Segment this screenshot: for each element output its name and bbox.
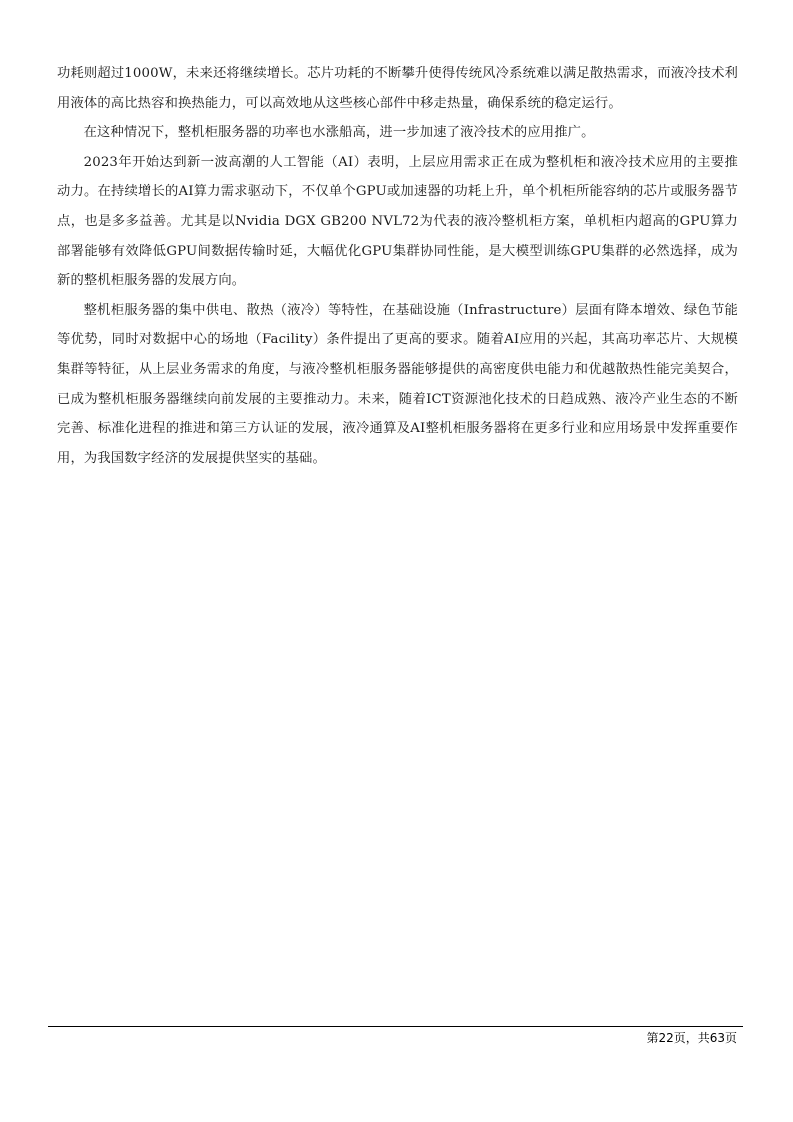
paragraph: 在这种情况下，整机柜服务器的功率也水涨船高，进一步加速了液冷技术的应用推广。	[83, 125, 595, 141]
paragraph: 整机柜服务器的集中供电、散热（液冷）等特性，在基础设施（Infrastructure）层面有降本增效、绿色节能等优势，同时对数据中心的场地（Facility）条件提出了更高的要求。随着AI应用的兴起，其高功率芯片、大规模集群等特征，从上层业务需求的角度，与液冷整机柜服务器能够提供的高密度供电能力和优越散热性能完美契合，已成为整机柜服务器继续向前发展的主要推动力。未来，随着ICT资源池化技术的日趋成熟、液冷产业生态的不断完善、标准化进程的推进和第三方认证的发展，液冷通算及AI整机柜服务器将在更多行业和应用场景中发挥重要作用，为我国数字经济的发展提供坚实的基础。	[57, 302, 738, 466]
footer-divider	[48, 1026, 743, 1027]
document-body	[57, 59, 738, 473]
page-number: 第22页，共63页	[646, 1031, 737, 1045]
paragraph: 2023年开始达到新一波高潮的人工智能（AI）表明，上层应用需求正在成为整机柜和液冷技术应用的主要推动力。在持续增长的AI算力需求驱动下，不仅单个GPU或加速器的功耗上升，单个机柜所能容纳的芯片或服务器节点，也是多多益善。尤其是以Nvidia DGX GB200 NVL72为代表的液冷整机柜方案，单机柜内超高的GPU算力部署能够有效降低GPU间数据传输时延，大幅优化GPU集群协同性能，是大模型训练GPU集群的必然选择，成为新的整机柜服务器的发展方向。	[57, 154, 738, 289]
paragraph-continued: 功耗则超过1000W，未来还将继续增长。芯片功耗的不断攀升使得传统风冷系统难以满足散热需求，而液冷技术利用液体的高比热容和换热能力，可以高效地从这些核心部件中移走热量，确保系统的稳定运行。	[57, 66, 738, 111]
